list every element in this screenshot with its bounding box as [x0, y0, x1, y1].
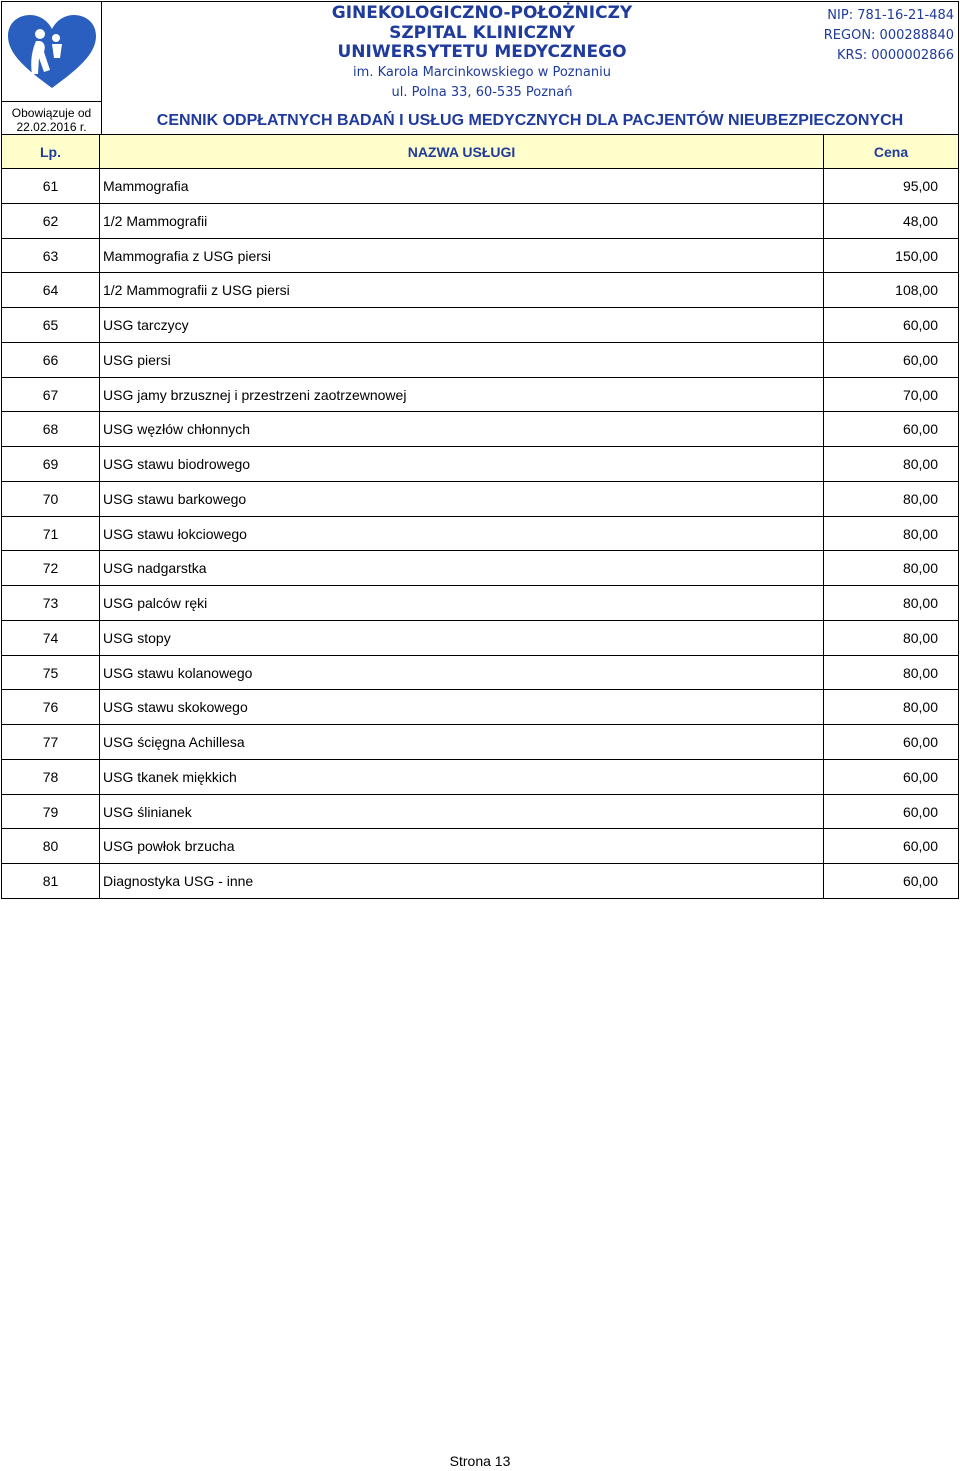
- row-price: 60,00: [902, 734, 938, 750]
- table-row: [1, 447, 959, 482]
- row-lp: 77: [2, 725, 100, 759]
- table-row: [1, 690, 959, 725]
- row-service-name: USG powłok brzucha: [100, 829, 824, 863]
- row-service-name: USG jamy brzusznej i przestrzeni zaotrzewnowej: [100, 378, 824, 412]
- table-row: [1, 308, 959, 343]
- row-lp: 75: [2, 656, 100, 690]
- row-lp: 81: [2, 864, 100, 898]
- row-price: 60,00: [902, 803, 938, 820]
- row-lp: 69: [2, 447, 100, 481]
- table-row: [1, 725, 959, 760]
- row-service-name: 1/2 Mammografii z USG piersi: [100, 273, 824, 307]
- row-service-name: USG tkanek miękkich: [100, 760, 824, 794]
- effective-date: 22.02.2016 r.: [16, 120, 87, 134]
- row-lp: 70: [2, 482, 100, 516]
- row-service-name: Mammografia z USG piersi: [100, 239, 824, 273]
- table-header-row: [1, 135, 959, 169]
- table-row: [1, 482, 959, 517]
- row-price: 80,00: [902, 664, 938, 681]
- row-price: 70,00: [902, 386, 938, 403]
- hospital-address: ul. Polna 33, 60-535 Poznań: [391, 84, 573, 100]
- row-service-name: Mammografia: [100, 169, 824, 203]
- row-price: 60,00: [902, 317, 938, 333]
- row-lp: 68: [2, 412, 100, 446]
- row-lp: 79: [2, 795, 100, 829]
- row-lp: 76: [2, 690, 100, 724]
- logo-cell: [2, 2, 102, 102]
- table-row: [1, 378, 959, 413]
- table-row: [1, 586, 959, 621]
- row-price: 48,00: [902, 212, 938, 229]
- row-price: 60,00: [902, 838, 938, 855]
- regon-number: REGON: 000288840: [823, 28, 954, 43]
- document-header: [1, 1, 959, 135]
- registration-ids: [824, 6, 954, 66]
- row-lp: 64: [2, 273, 100, 307]
- table-row: [1, 656, 959, 691]
- row-price: 80,00: [902, 699, 938, 716]
- row-lp: 61: [2, 169, 100, 203]
- row-price: 108,00: [895, 282, 938, 299]
- row-service-name: USG stawu łokciowego: [100, 517, 824, 551]
- table-row: [1, 273, 959, 308]
- row-lp: 63: [2, 239, 100, 273]
- row-lp: 78: [2, 760, 100, 794]
- row-service-name: USG nadgarstka: [100, 551, 824, 585]
- row-price: 60,00: [902, 351, 938, 368]
- table-row: [1, 517, 959, 552]
- row-service-name: USG tarczycy: [100, 308, 824, 342]
- row-price: 60,00: [902, 768, 938, 785]
- row-service-name: 1/2 Mammografii: [100, 204, 824, 238]
- row-price: 80,00: [902, 629, 938, 646]
- price-list-title: CENNIK ODPŁATNYCH BADAŃ I USŁUG MEDYCZNYCH DLA PACJENTÓW NIEUBEZPIECZONYCH: [156, 112, 904, 129]
- row-service-name: USG ślinianek: [100, 795, 824, 829]
- row-lp: 73: [2, 586, 100, 620]
- column-header-lp: Lp.: [2, 135, 100, 168]
- row-service-name: USG piersi: [100, 343, 824, 377]
- row-lp: 80: [2, 829, 100, 863]
- row-service-name: USG stawu barkowego: [100, 482, 824, 516]
- row-lp: 72: [2, 551, 100, 585]
- hospital-patron: im. Karola Marcinkowskiego w Poznaniu: [353, 64, 611, 80]
- price-table-body: [1, 169, 959, 899]
- row-service-name: USG stopy: [100, 621, 824, 655]
- table-row: [1, 204, 959, 239]
- heart-mother-child-logo-icon: [6, 14, 98, 90]
- effective-label: Obowiązuje od: [11, 106, 92, 120]
- row-service-name: USG stawu kolanowego: [100, 656, 824, 690]
- row-price: 80,00: [902, 490, 938, 507]
- table-row: [1, 169, 959, 204]
- row-lp: 65: [2, 308, 100, 342]
- row-price: 60,00: [902, 873, 938, 889]
- row-lp: 62: [2, 204, 100, 238]
- table-row: [1, 795, 959, 830]
- table-row: [1, 239, 959, 274]
- column-header-name: NAZWA USŁUGI: [100, 135, 824, 168]
- nip-number: NIP: 781-16-21-484: [827, 8, 954, 23]
- row-service-name: USG stawu skokowego: [100, 690, 824, 724]
- table-row: [1, 864, 959, 899]
- table-row: [1, 343, 959, 378]
- row-price: 60,00: [902, 421, 938, 438]
- table-row: [1, 412, 959, 447]
- row-service-name: USG stawu biodrowego: [100, 447, 824, 481]
- table-row: [1, 829, 959, 864]
- hospital-name-line-3: UNIWERSYTETU MEDYCZNEGO: [337, 42, 627, 62]
- row-service-name: USG palców ręki: [100, 586, 824, 620]
- row-lp: 67: [2, 378, 100, 412]
- row-lp: 66: [2, 343, 100, 377]
- row-lp: 71: [2, 517, 100, 551]
- hospital-name-block: [242, 4, 722, 103]
- table-row: [1, 551, 959, 586]
- row-lp: 74: [2, 621, 100, 655]
- row-service-name: Diagnostyka USG - inne: [100, 864, 824, 898]
- table-row: [1, 760, 959, 795]
- row-price: 80,00: [902, 595, 938, 611]
- page-number: Strona 13: [449, 1453, 511, 1469]
- hospital-name-line-2: SZPITAL KLINICZNY: [389, 22, 575, 43]
- row-service-name: USG węzłów chłonnych: [100, 412, 824, 446]
- hospital-name-line-1: GINEKOLOGICZNO-POŁOŻNICZY: [331, 3, 633, 23]
- row-price: 80,00: [902, 525, 938, 542]
- row-service-name: USG ścięgna Achillesa: [100, 725, 824, 759]
- column-header-price: Cena: [873, 144, 909, 160]
- krs-number: KRS: 0000002866: [836, 48, 954, 63]
- row-price: 150,00: [895, 247, 938, 264]
- row-price: 80,00: [902, 560, 938, 577]
- row-price: 95,00: [902, 178, 938, 194]
- table-row: [1, 621, 959, 656]
- effective-date-cell: [2, 102, 102, 136]
- row-price: 80,00: [902, 456, 938, 472]
